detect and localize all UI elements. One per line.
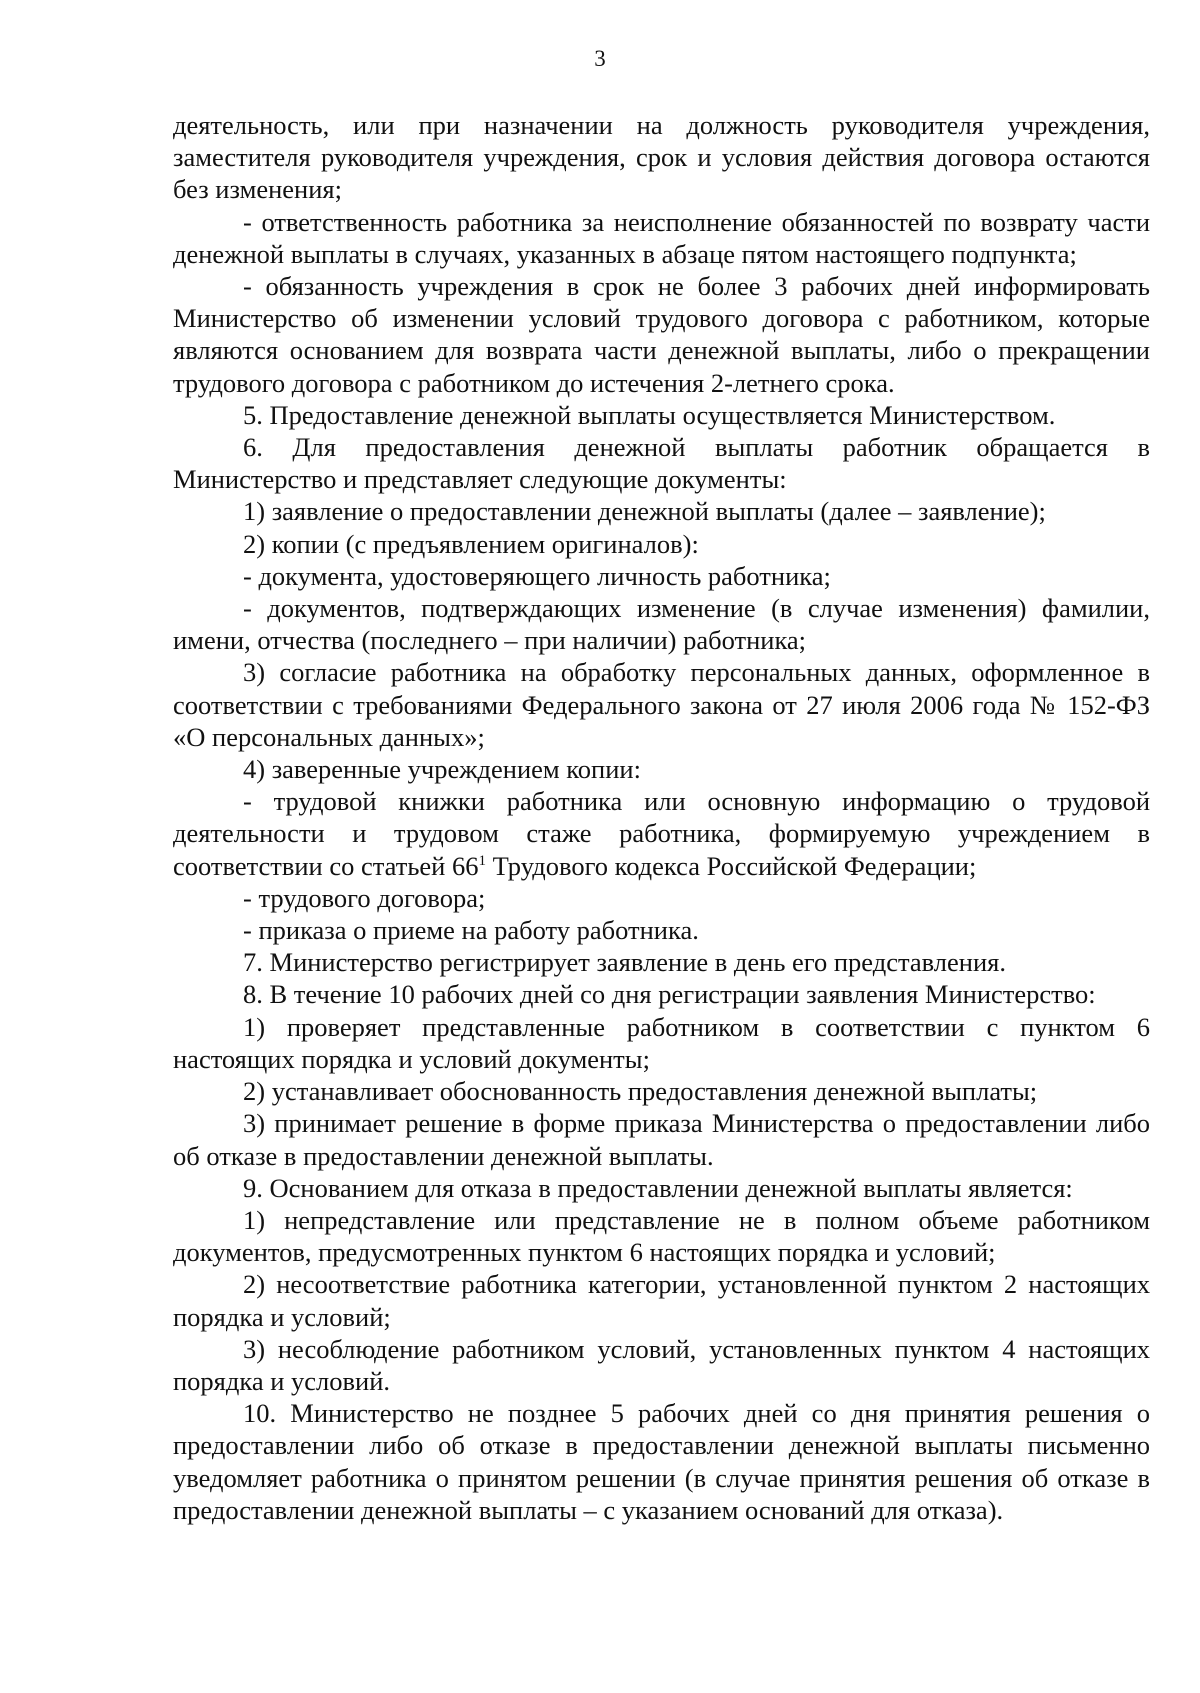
paragraph-item-9-1: 1) непредставление или представление не в полном объеме работником документов, предусмотренных пунктом 6 настоящих порядка и условий; (173, 1204, 1150, 1268)
paragraph-item-9: 9. Основанием для отказа в предоставлении денежной выплаты является: (243, 1172, 1073, 1203)
paragraph-item-5: 5. Предоставление денежной выплаты осуществляется Министерством. (243, 399, 1056, 430)
paragraph-item-6-1: 1) заявление о предоставлении денежной выплаты (далее – заявление); (243, 496, 1046, 527)
paragraph-labor-book (173, 785, 1150, 882)
paragraph-item-9-2: 2) несоответствие работника категории, установленной пунктом 2 настоящих порядка и условий; (173, 1269, 1150, 1332)
paragraph-item-6: 6. Для предоставления денежной выплаты работник обращается в Министерство и представляет следующие документы: (173, 432, 1150, 495)
paragraph-item-8-1: 1) проверяет представленные работником в соответствии с пунктом 6 настоящих порядка и условий документы; (173, 1011, 1150, 1074)
article-superscript: 1 (478, 852, 486, 869)
paragraph-hiring-order: - приказа о приеме на работу работника. (243, 915, 699, 946)
labor-book-text: - трудовой книжки работника или основную информацию о трудовой деятельности и трудовом стаже работника, формируемую учреждением в соответствии со статьей 66 (173, 786, 1150, 881)
paragraph-continuation: деятельность, или при назначении на должность руководителя учреждения, заместителя руководителя учреждения, срок и условия действия договора остаются без изменения; (173, 110, 1150, 205)
labor-book-text-end: Трудового кодекса Российской Федерации; (485, 850, 977, 881)
paragraph-item-10: 10. Министерство не позднее 5 рабочих дней со дня принятия решения о предоставлении либо об отказе в предоставлении денежной выплаты письменно уведомляет работника о принятом решении (в случае принятия решения об отказе в предоставлении денежной выплаты – с указанием оснований для отказа). (173, 1398, 1150, 1525)
paragraph-item-7: 7. Министерство регистрирует заявление в день его представления. (243, 947, 1006, 978)
paragraph-item-8-2: 2) устанавливает обоснованность предоставления денежной выплаты; (243, 1076, 1038, 1107)
paragraph-identity-doc: - документа, удостоверяющего личность работника; (243, 560, 831, 591)
paragraph-obligation: - обязанность учреждения в срок не более 3 рабочих дней информировать Министерство об изменении условий трудового договора с работником, которые являются основанием для возврата части денежной выплаты, либо о прекращении трудового договора с работником до истечения 2-летнего срока. (173, 271, 1150, 398)
page-number: 3 (594, 46, 606, 71)
paragraph-name-change-docs: - документов, подтверждающих изменение (в случае изменения) фамилии, имени, отчества (последнего – при наличии) работника; (173, 593, 1150, 656)
paragraph-responsibility: - ответственность работника за неисполнение обязанностей по возврату части денежной выплаты в случаях, указанных в абзаце пятом настоящего подпункта; (173, 206, 1150, 269)
paragraph-item-6-3: 3) согласие работника на обработку персональных данных, оформленное в соответствии с требованиями Федерального закона от 27 июля 2006 года № 152-ФЗ «О персональных данных»; (173, 657, 1150, 752)
paragraph-item-8-3: 3) принимает решение в форме приказа Министерства о предоставлении либо об отказе в предоставлении денежной выплаты. (173, 1108, 1150, 1171)
paragraph-item-6-4: 4) заверенные учреждением копии: (243, 754, 641, 785)
paragraph-item-9-3: 3) несоблюдение работником условий, установленных пунктом 4 настоящих порядка и условий. (173, 1333, 1150, 1396)
paragraph-labor-contract: - трудового договора; (243, 882, 486, 913)
document-body (173, 109, 1150, 1526)
paragraph-item-6-2: 2) копии (с предъявлением оригиналов): (243, 528, 699, 559)
paragraph-item-8: 8. В течение 10 рабочих дней со дня регистрации заявления Министерство: (243, 979, 1096, 1010)
